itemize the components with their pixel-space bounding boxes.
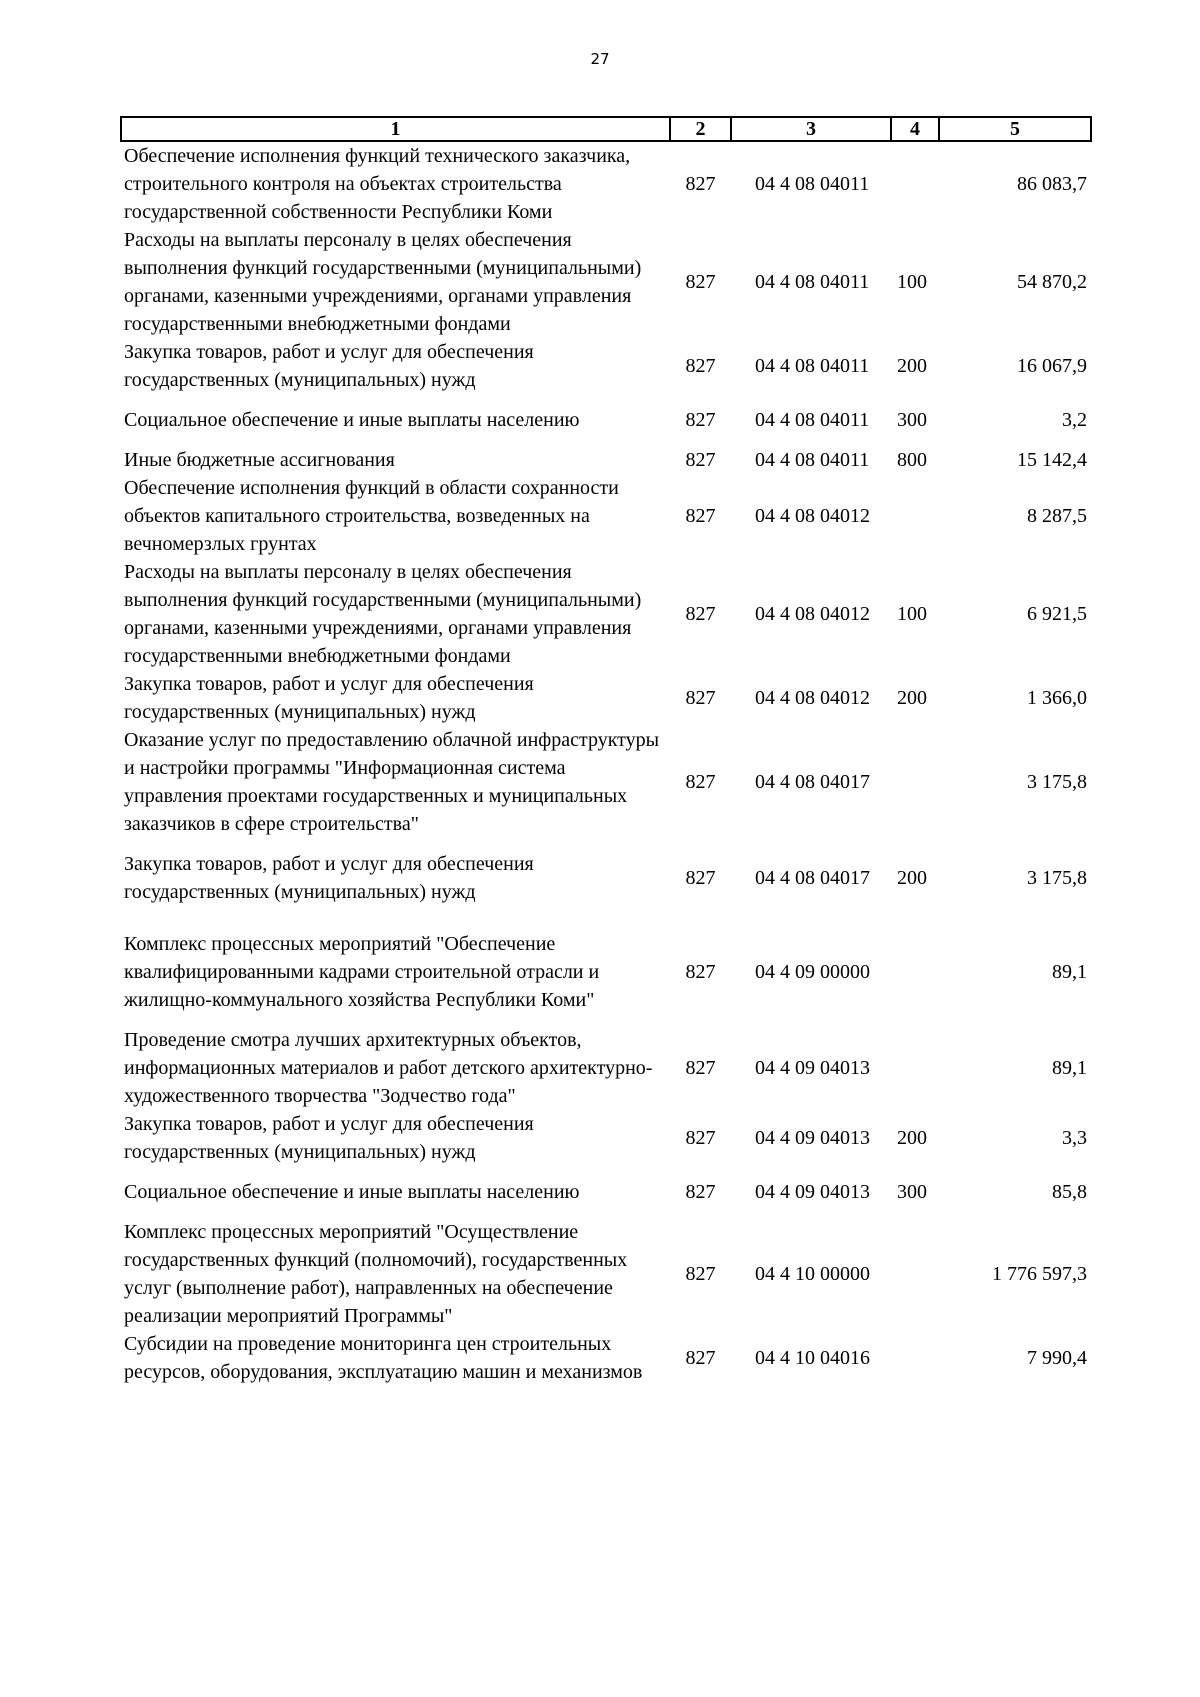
row-csr: 04 4 08 04011 (755, 409, 870, 431)
row-glava: 827 (685, 409, 716, 431)
table-row (121, 1218, 1091, 1330)
row-sum: 3,3 (1062, 1127, 1087, 1149)
row-csr: 04 4 10 00000 (755, 1263, 870, 1285)
row-vr (891, 1026, 939, 1110)
row-name: Закупка товаров, работ и услуг для обеспечения государственных (муниципальных) нужд (124, 1113, 534, 1163)
row-name: Социальное обеспечение и иные выплаты населению (124, 1181, 580, 1203)
row-name: Закупка товаров, работ и услуг для обеспечения государственных (муниципальных) нужд (124, 673, 534, 723)
row-glava: 827 (685, 603, 716, 625)
table-row (121, 226, 1091, 338)
header-cell-1: 1 (121, 117, 670, 141)
row-csr: 04 4 09 04013 (755, 1057, 870, 1079)
header-cell-4: 4 (891, 117, 939, 141)
row-csr: 04 4 08 04012 (755, 505, 870, 527)
table-row (121, 558, 1091, 670)
row-vr: 200 (897, 867, 927, 889)
row-name: Закупка товаров, работ и услуг для обеспечения государственных (муниципальных) нужд (124, 341, 534, 391)
row-glava: 827 (685, 687, 716, 709)
row-sum: 86 083,7 (1017, 173, 1087, 195)
row-name: Иные бюджетные ассигнования (124, 449, 395, 471)
row-sum: 85,8 (1052, 1181, 1087, 1203)
row-name: Социальное обеспечение и иные выплаты населению (124, 409, 580, 431)
row-vr: 200 (897, 355, 927, 377)
table-row (121, 394, 1091, 446)
row-csr: 04 4 09 00000 (755, 961, 870, 983)
header-cell-2: 2 (670, 117, 731, 141)
row-glava: 827 (685, 1347, 716, 1369)
row-vr: 200 (897, 1127, 927, 1149)
row-vr: 100 (897, 271, 927, 293)
table-row (121, 918, 1091, 1026)
table-row (121, 446, 1091, 474)
table-row (121, 338, 1091, 394)
row-sum: 6 921,5 (1027, 603, 1087, 625)
row-sum: 89,1 (1052, 1057, 1087, 1079)
page-number: 27 (590, 50, 610, 68)
row-vr (891, 474, 939, 558)
row-csr: 04 4 10 04016 (755, 1347, 870, 1369)
row-csr: 04 4 08 04011 (755, 271, 870, 293)
row-glava: 827 (685, 1127, 716, 1149)
row-name: Комплекс процессных мероприятий "Обеспечение квалифицированными кадрами строительной отрасли и жилищно-коммунального хозяйства Республики Коми" (124, 933, 600, 1011)
row-name: Проведение смотра лучших архитектурных объектов, информационных материалов и работ детского архитектурно-художественного творчества "Зодчество года" (124, 1029, 653, 1107)
row-vr: 300 (897, 1181, 927, 1203)
row-vr (891, 141, 939, 226)
row-sum: 15 142,4 (1017, 449, 1087, 471)
table-row (121, 726, 1091, 838)
header-cell-3: 3 (731, 117, 891, 141)
row-glava: 827 (685, 355, 716, 377)
row-glava: 827 (685, 961, 716, 983)
row-sum: 3 175,8 (1027, 771, 1087, 793)
row-vr: 100 (897, 603, 927, 625)
row-csr: 04 4 09 04013 (755, 1127, 870, 1149)
row-csr: 04 4 08 04012 (755, 603, 870, 625)
table-row (121, 1330, 1091, 1386)
row-sum: 3 175,8 (1027, 867, 1087, 889)
row-name: Расходы на выплаты персоналу в целях обеспечения выполнения функций государственными (муниципальными) органами, казенными учреждениями, органами управления государственными внебюджетными фондами (124, 561, 642, 667)
table-row (121, 1026, 1091, 1110)
row-name: Субсидии на проведение мониторинга цен строительных ресурсов, оборудования, эксплуатацию машин и механизмов (124, 1333, 643, 1383)
row-vr: 300 (897, 409, 927, 431)
row-name: Обеспечение исполнения функций в области сохранности объектов капитального строительства, возведенных на вечномерзлых грунтах (124, 477, 619, 555)
row-csr: 04 4 08 04017 (755, 771, 870, 793)
row-sum: 7 990,4 (1027, 1347, 1087, 1369)
row-name: Обеспечение исполнения функций технического заказчика, строительного контроля на объектах строительства государственной собственности Республики Коми (124, 145, 631, 223)
table-row (121, 1110, 1091, 1166)
table-row (121, 670, 1091, 726)
row-sum: 8 287,5 (1027, 505, 1087, 527)
row-csr: 04 4 09 04013 (755, 1181, 870, 1203)
row-vr: 200 (897, 687, 927, 709)
row-sum: 1 366,0 (1027, 687, 1087, 709)
row-vr (891, 918, 939, 1026)
row-glava: 827 (685, 1057, 716, 1079)
row-csr: 04 4 08 04011 (755, 173, 870, 195)
row-glava: 827 (685, 449, 716, 471)
budget-table (120, 116, 1092, 1386)
row-name: Расходы на выплаты персоналу в целях обеспечения выполнения функций государственными (муниципальными) органами, казенными учреждениями, органами управления государственными внебюджетными фондами (124, 229, 642, 335)
row-glava: 827 (685, 173, 716, 195)
row-csr: 04 4 08 04011 (755, 449, 870, 471)
table-row (121, 474, 1091, 558)
row-sum: 89,1 (1052, 961, 1087, 983)
row-name: Закупка товаров, работ и услуг для обеспечения государственных (муниципальных) нужд (124, 853, 534, 903)
row-csr: 04 4 08 04011 (755, 355, 870, 377)
row-vr: 800 (897, 449, 927, 471)
row-vr (891, 1218, 939, 1330)
row-vr (891, 1330, 939, 1386)
row-csr: 04 4 08 04012 (755, 687, 870, 709)
row-csr: 04 4 08 04017 (755, 867, 870, 889)
row-sum: 1 776 597,3 (992, 1263, 1087, 1285)
row-sum: 3,2 (1062, 409, 1087, 431)
row-glava: 827 (685, 271, 716, 293)
row-glava: 827 (685, 867, 716, 889)
table-row (121, 141, 1091, 226)
row-sum: 54 870,2 (1017, 271, 1087, 293)
row-glava: 827 (685, 1263, 716, 1285)
row-vr (891, 726, 939, 838)
row-glava: 827 (685, 771, 716, 793)
header-row (121, 117, 1091, 141)
row-name: Комплекс процессных мероприятий "Осуществление государственных функций (полномочий), государственных услуг (выполнение работ), направленных на обеспечение реализации мероприятий Программы" (124, 1221, 628, 1327)
table-row (121, 838, 1091, 918)
table-row (121, 1166, 1091, 1218)
row-sum: 16 067,9 (1017, 355, 1087, 377)
row-glava: 827 (685, 1181, 716, 1203)
row-name: Оказание услуг по предоставлению облачной инфраструктуры и настройки программы "Информационная система управления проектами государственных и муниципальных заказчиков в сфере строительства" (124, 729, 660, 835)
header-cell-5: 5 (939, 117, 1091, 141)
row-glava: 827 (685, 505, 716, 527)
